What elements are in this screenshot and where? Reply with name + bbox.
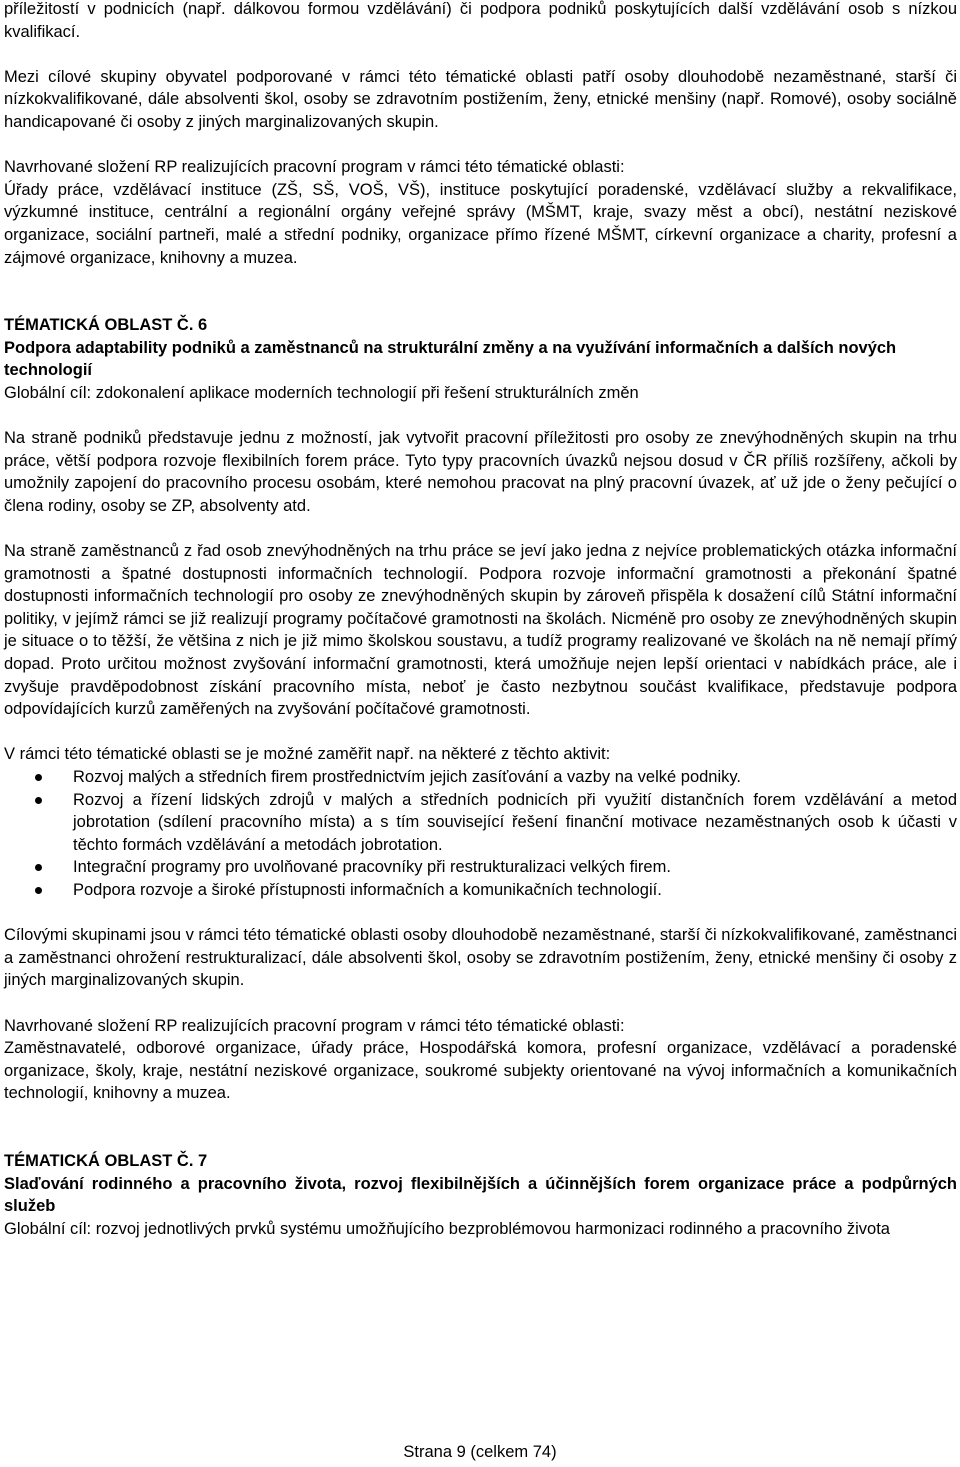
document-page <box>4 0 957 1240</box>
spacer <box>4 43 957 66</box>
list-item-text: Rozvoj a řízení lidských zdrojů v malých a středních podnicích při využití distančních forem vzdělávání a metod jobrotation (sdílení pracovního místa) a s tím související řešení finanční motivace nezaměstnaných osob k účasti v těchto formách vzdělávání a metodách jobrotation. <box>73 790 957 854</box>
bullet-icon <box>35 774 42 781</box>
list-item <box>4 789 957 857</box>
list-item-text: Rozvoj malých a středních firem prostřednictvím jejich zasíťování a vazby na velké podniky. <box>73 768 742 786</box>
paragraph-rp-heading-area6: Navrhované složení RP realizujících pracovní program v rámci této tématické oblasti: <box>4 1016 625 1035</box>
spacer <box>4 517 957 540</box>
page-footer <box>0 1441 960 1463</box>
spacer <box>4 269 957 314</box>
section-goal-area7: Globální cíl: rozvoj jednotlivých prvků systému umožňujícího bezproblémovou harmonizaci rodinného a pracovního života <box>4 1219 890 1238</box>
activities-list <box>4 766 957 902</box>
paragraph-employees: Na straně zaměstnanců z řad osob znevýhodněných na trhu práce se jeví jako jedna z nejvíce problematických otázka informační gramotnosti a špatné dostupnosti informačních technologií. Podpora rozvoje informační gramotnosti a překonání špatné dostupnosti informačních technologií pro osoby ze znevýhodněných skupin by zároveň přispěla k dosažení cílů Státní informační politiky, v jejímž rámci se již realizují programy počítačové gramotnosti na školách. Nicméně pro osoby ze znevýhodněných skupin je situace o to těžší, že většina z nich je již mimo školskou soustavu, a tudíž programy realizované ve školách na ně nemají přímý dopad. Proto určitou možnost zvyšování informační gramotnosti, která umožňuje nejen lepší orientaci v nabídkách práce, ale i zvyšuje pravděpodobnost získání pracovního místa, neboť je často nezbytnou součást kvalifikace, představuje podpora odpovídajících kurzů zaměřených na zvyšování počítačové gramotnosti. <box>4 542 957 719</box>
spacer <box>4 902 957 925</box>
paragraph-companies: Na straně podniků představuje jednu z možností, jak vytvořit pracovní příležitosti pro osoby ze znevýhodněných skupin na trhu práce, větší podpora rozvoje flexibilních forem práce. Tyto typy pracovních úvazků nejsou dosud v ČR příliš rozšířeny, ačkoli by umožnily zapojení do pracovního procesu osobám, které nemohou pracovat na plný pracovní úvazek, ať už jde o ženy pečující o člena rodiny, osoby se ZP, absolventy atd. <box>4 429 957 515</box>
bullet-icon <box>35 864 42 871</box>
paragraph-rp-heading-area5: Navrhované složení RP realizujících pracovní program v rámci této tématické oblasti: <box>4 158 625 177</box>
bullet-icon <box>35 887 42 894</box>
section-title-area6: Podpora adaptability podniků a zaměstnanců na strukturální změny a na využívání informačních a dalších nových technologií <box>4 338 897 380</box>
section-label-area6: TÉMATICKÁ OBLAST Č. 6 <box>4 316 208 335</box>
section-title-area7: Slaďování rodinného a pracovního života, rozvoj flexibilnějších a účinnějších forem organizace práce a podpůrných služeb <box>4 1174 957 1216</box>
paragraph-rp-list-area5: Úřady práce, vzdělávací instituce (ZŠ, SŠ, VOŠ, VŠ), instituce poskytující poradenské, vzdělávací služby a rekvalifikace, výzkumné instituce, centrální a regionální orgány veřejné správy (MŠMT, kraje, svazy měst a obcí), nestátní neziskové organizace, sociální partneři, malé a střední podniky, organizace přímo řízené MŠMT, církevní organizace a charity, profesní a zájmové organizace, knihovny a muzea. <box>4 180 957 267</box>
list-item <box>4 856 957 879</box>
list-item-text: Integrační programy pro uvolňované pracovníky při restrukturalizaci velkých firem. <box>73 858 671 877</box>
list-item <box>4 766 957 789</box>
list-item <box>4 879 957 902</box>
spacer <box>4 992 957 1015</box>
spacer <box>4 405 957 428</box>
paragraph-rp-list-area6: Zaměstnavatelé, odborové organizace, úřady práce, Hospodářská komora, profesní organizace, vzdělávací a poradenské organizace, školy, kraje, nestátní neziskové organizace, soukromé subjekty orientované na vývoj informačních a komunikačních technologií, knihovny a muzea. <box>4 1039 957 1103</box>
list-item-text: Podpora rozvoje a široké přístupnosti informačních a komunikačních technologií. <box>73 880 662 899</box>
page-number: Strana 9 (celkem 74) <box>403 1443 557 1461</box>
spacer <box>4 1105 957 1150</box>
spacer <box>4 134 957 157</box>
paragraph-target-groups-area5: Mezi cílové skupiny obyvatel podporované v rámci této tématické oblasti patří osoby dlouhodobě nezaměstnané, starší či nízkokvalifikované, dále absolventi škol, osoby se zdravotním postižením, ženy, etnické menšiny (např. Romové), osoby sociálně handicapované či osoby z jiných marginalizovaných skupin. <box>4 67 957 131</box>
section-goal-area6: Globální cíl: zdokonalení aplikace moderních technologií při řešení strukturálních změn <box>4 383 639 402</box>
paragraph-activities-intro: V rámci této tématické oblasti se je možné zaměřit např. na některé z těchto aktivit: <box>4 745 611 764</box>
paragraph-target-groups-area6: Cílovými skupinami jsou v rámci této tématické oblasti osoby dlouhodobě nezaměstnané, starší či nízkokvalifikované, zaměstnanci a zaměstnanci ohrožení restrukturalizací, dále absolventi škol, osoby se zdravotním postižením, ženy, etnické menšiny či osoby z jiných marginalizovaných skupin. <box>4 926 957 990</box>
section-label-area7: TÉMATICKÁ OBLAST Č. 7 <box>4 1151 208 1170</box>
bullet-icon <box>35 797 42 804</box>
spacer <box>4 721 957 744</box>
paragraph-intro-tail: příležitostí v podnicích (např. dálkovou formou vzdělávání) či podpora podniků poskytujících další vzdělávání osob s nízkou kvalifikací. <box>4 0 957 41</box>
